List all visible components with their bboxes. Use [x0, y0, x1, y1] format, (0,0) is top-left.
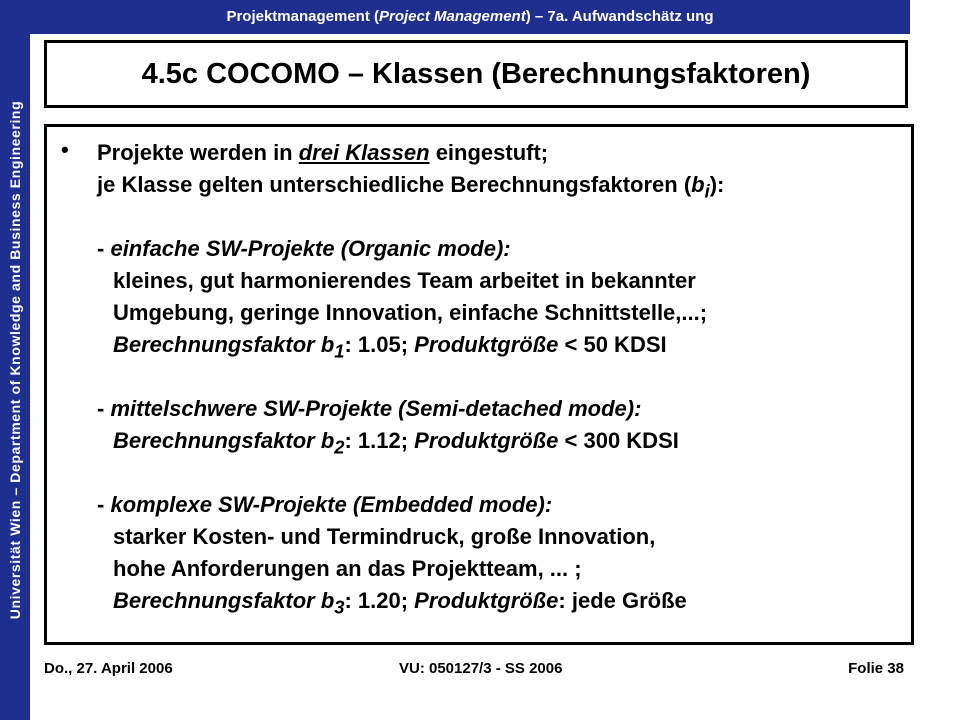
semi-dash: - [97, 396, 111, 421]
organic-heading [97, 233, 905, 265]
organic-line-2: Umgebung, geringe Innovation, einfache Schnittstelle,...; [113, 300, 708, 325]
embedded-factor-label: Berechnungsfaktor b [113, 588, 335, 613]
header-bar [30, 0, 910, 34]
embedded-line-1: starker Kosten- und Termindruck, große Innovation, [113, 524, 656, 549]
content-box [44, 124, 914, 645]
slide-title: 4.5c COCOMO – Klassen (Berechnungsfaktoren) [141, 57, 811, 90]
semi-size-label: Produktgröße [414, 428, 559, 453]
organic-size-label: Produktgröße [414, 332, 559, 357]
intro-text-2-end: ): [709, 172, 725, 197]
organic-factor-value: : 1.05; [344, 332, 415, 357]
intro-text-end: eingestuft; [429, 140, 549, 165]
embedded-heading-text: komplexe SW-Projekte (Embedded mode): [110, 492, 553, 517]
intro-line-1 [97, 137, 905, 169]
organic-factor-label: Berechnungsfaktor b [113, 332, 335, 357]
embedded-factor-subscript: 3 [334, 596, 345, 618]
header-italic: Project Management [379, 8, 526, 25]
organic-factor-subscript: 1 [334, 340, 345, 362]
organic-size-value: < 50 KDSI [558, 332, 667, 357]
department-label: Universität Wien – Department of Knowledge and Business Engineering [7, 100, 23, 620]
intro-line-2 [97, 169, 905, 201]
semi-heading [97, 393, 905, 425]
footer-slide-number: Folie 38 [848, 660, 904, 677]
organic-heading-text: einfache SW-Projekte (Organic mode): [110, 236, 511, 261]
bullet-marker: • [61, 137, 69, 162]
semi-heading-text: mittelschwere SW-Projekte (Semi-detached mode): [110, 396, 642, 421]
organic-factor-line [97, 329, 905, 361]
semi-factor-line [97, 425, 905, 457]
footer-date: Do., 27. April 2006 [44, 660, 173, 677]
embedded-factor-value: : 1.20; [344, 588, 415, 613]
intro-underlined: drei Klassen [298, 140, 430, 165]
embedded-heading [97, 489, 905, 521]
header-suffix: ) – 7a. Aufwandschätz ung [525, 8, 714, 25]
intro-b-symbol: b [691, 172, 705, 197]
intro-text: Projekte werden in [97, 140, 299, 165]
embedded-dash: - [97, 492, 111, 517]
intro-b-subscript: i [704, 180, 710, 202]
footer-course: VU: 050127/3 - SS 2006 [399, 660, 563, 677]
embedded-size-label: Produktgröße [414, 588, 559, 613]
semi-factor-label: Berechnungsfaktor b [113, 428, 335, 453]
semi-size-value: < 300 KDSI [558, 428, 679, 453]
semi-factor-value: : 1.12; [344, 428, 415, 453]
organic-line-1: kleines, gut harmonierendes Team arbeitet in bekannter [113, 268, 696, 293]
semi-factor-subscript: 2 [334, 436, 345, 458]
embedded-size-value: : jede Größe [558, 588, 687, 613]
embedded-line-2: hohe Anforderungen an das Projektteam, ... ; [113, 556, 582, 581]
content-lines [97, 137, 905, 617]
intro-text-2: je Klasse gelten unterschiedliche Berechnungsfaktoren ( [97, 172, 692, 197]
header-prefix: Projektmanagement ( [226, 8, 379, 25]
embedded-factor-line [97, 585, 905, 617]
sidebar-band [0, 0, 30, 720]
organic-dash: - [97, 236, 111, 261]
title-box [44, 40, 908, 108]
